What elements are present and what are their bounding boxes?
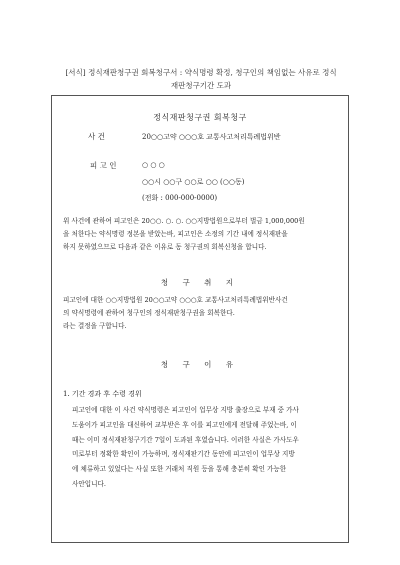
reason-line-2: 도움이가 피고인을 대신하여 교부받은 후 이를 피고인에게 전달해 주었는바, 이 <box>72 420 297 429</box>
purpose-heading: 청 구 취 지 <box>160 278 240 287</box>
reason-line-3: 때는 이미 정식재판청구기간 7일이 도과된 후였습니다. 이러한 사실은 가사도우 <box>72 435 299 444</box>
defendant-phone: (전화 : 000-000-0000) <box>142 194 218 202</box>
case-value: 20○○고약 ○○○호 교통사고처리특례법위반 <box>142 133 281 141</box>
defendant-label: 피 고 인 <box>90 161 117 170</box>
reason-line-5: 에 체류하고 있었다는 사실 또한 거래처 직원 등을 통해 충분히 확인 가능한 <box>72 465 287 474</box>
document-title: 정식재판청구권 회복청구 <box>153 113 247 122</box>
purpose-paragraph <box>63 294 341 334</box>
caption-line-1: [서식] 정식재판청구권 회복청구서 : 약식명령 확정, 청구인의 책임없는 사유로 정식 <box>65 68 337 77</box>
purpose-line-1: 피고인에 대한 ○○지방법원 20○○고약 ○○○호 교통사고처리특례법위반사건 <box>63 296 288 304</box>
intro-paragraph <box>63 215 341 255</box>
reason-line-4: 미로부터 정확한 확인이 가능하며, 정식재판기간 동안에 피고인이 업무상 지방 <box>72 450 295 459</box>
document-caption <box>40 66 362 92</box>
defendant-name: ○ ○ ○ <box>142 161 165 169</box>
intro-line-1: 위 사건에 관하여 피고인은 20○○. ○. ○. ○○지방법원으로부터 벌금 1,000,000원 <box>63 217 305 225</box>
defendant-address: ○○시 ○○구 ○○로 ○○ (○○동) <box>142 178 245 186</box>
case-label: 사 건 <box>88 132 105 141</box>
reason-line-6: 사안입니다. <box>72 479 106 488</box>
reason-line-1: 피고인에 대한 이 사건 약식명령은 피고인이 업무상 지방 출장으로 부재 중 가사 <box>72 406 299 414</box>
reason-paragraph <box>72 403 342 492</box>
caption-line-2: 재판청구기간 도과 <box>170 81 232 90</box>
intro-line-2: 을 처한다는 약식명령 정본을 받았는바, 피고인은 소정의 기간 내에 정식재판을 <box>63 230 288 239</box>
purpose-line-2: 의 약식명령에 관하여 청구인의 정식재판청구권을 회복한다. <box>63 309 235 318</box>
reason-heading: 청 구 이 유 <box>160 360 240 369</box>
purpose-line-3: 라는 결정을 구합니다. <box>63 322 127 331</box>
reason-item-1-title: 1. 기간 경과 후 수령 경위 <box>63 390 142 398</box>
intro-line-3: 하지 못하였으므로 다음과 같은 이유로 동 청구권의 회복신청을 합니다. <box>63 243 267 252</box>
